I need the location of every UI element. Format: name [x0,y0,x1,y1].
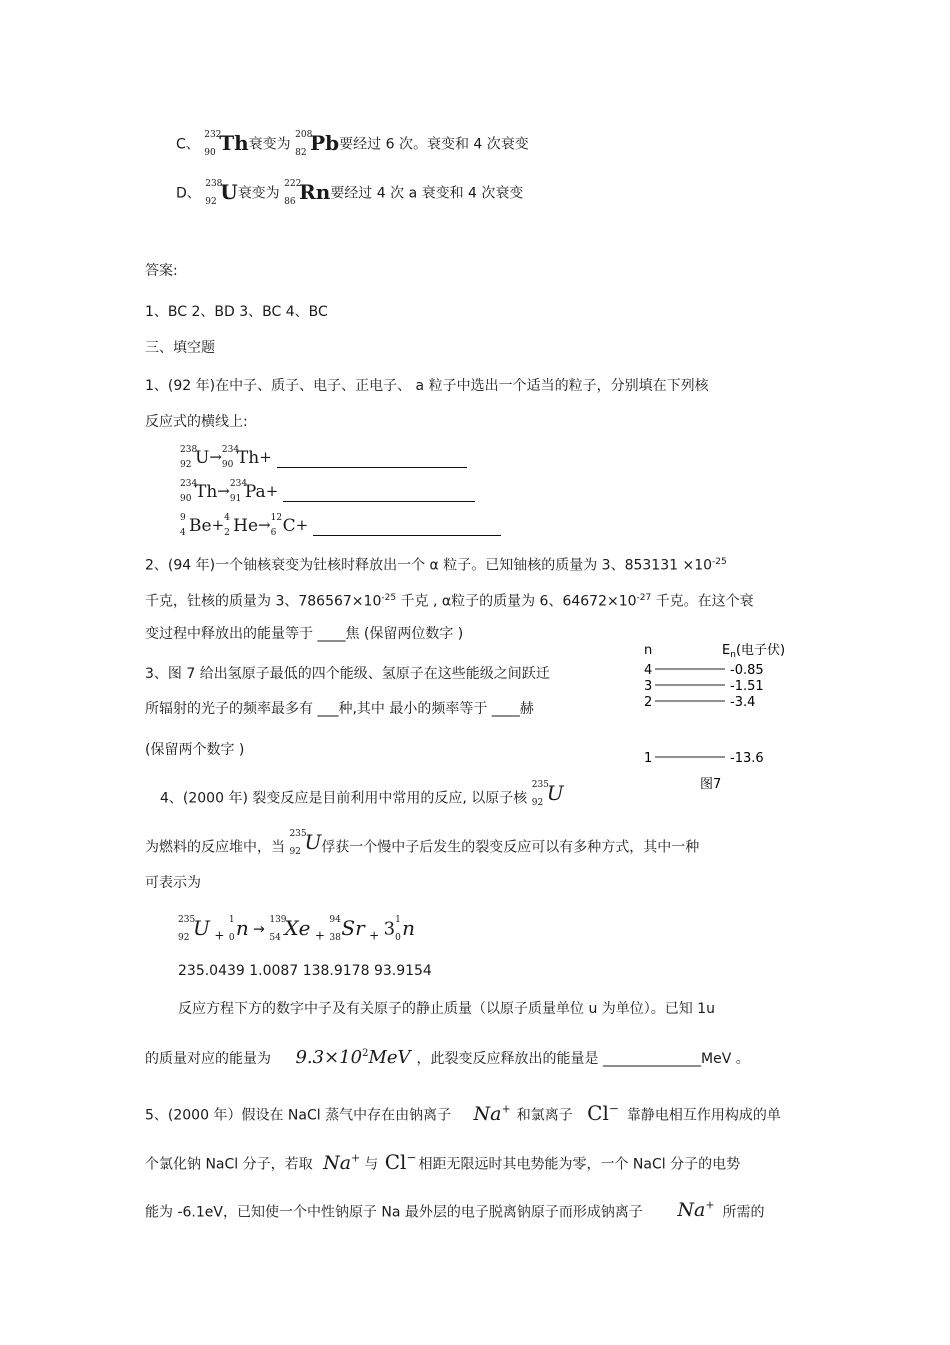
atomic-number: 54 [269,933,281,943]
element-symbol: n [235,916,249,940]
text: 要经过 6 次。衰变和 4 次衰变 [339,136,529,153]
section-heading: 三、填空题 [145,340,215,356]
atomic-number: 90 [180,494,192,504]
fission-equation [178,915,415,946]
ion-symbol: Cl [384,1149,407,1174]
mass-number: 222 [284,179,302,189]
element-symbol: Th [236,448,260,468]
rest-masses: 235.0439 1.0087 138.9178 93.9154 [178,963,432,979]
text: 所需的 [722,1204,765,1221]
coefficient: 3 [383,918,396,940]
nuclide-u235 [289,829,322,857]
q4-line2 [145,829,700,859]
column-n-label: n [644,643,653,658]
atomic-number: 86 [284,197,296,207]
option-label: C、 [176,136,200,153]
nuclide-pb208 [295,130,340,158]
level-energy-label: -13.6 [730,751,764,766]
nuclide [229,479,266,504]
element-symbol: U [546,781,564,805]
answer-blank-1[interactable] [277,447,467,468]
text: 千克 , α粒子的质量为 6、64672×10 [396,593,637,610]
atomic-number: 0 [395,933,401,943]
energy-mantissa: 9.3×10 [295,1047,363,1068]
exponent: -27 [636,593,652,603]
atomic-number: 92 [178,933,190,943]
q1-line1: 1、(92 年)在中子、质子、电子、正电子、 a 粒子中选出一个适当的粒子，分别填在下列核 [145,378,709,394]
atomic-number: 91 [229,494,242,504]
e-unit: (电子伏) [735,643,786,658]
plus-sign: + [211,516,225,534]
mass-number: 238 [205,179,223,189]
q4-line1 [160,780,564,810]
text: 能为 -6.1eV，已知使一个中性钠原子 Na 最外层的电子脱离钠原子而形成钠离子 [145,1204,643,1221]
ion-charge: − [608,1101,619,1115]
plus-sign: + [265,482,279,500]
mass-number: 235 [178,915,196,925]
text: 衰变为 [237,185,280,202]
element-symbol: U [193,916,210,940]
energy-levels [644,663,764,766]
mass-number: 232 [204,130,222,140]
nuclide [329,915,365,943]
answer-label: 答案: [145,263,178,279]
nuclide-u238 [205,179,238,207]
figure-caption: 图7 [700,777,722,792]
atomic-number: 0 [228,933,235,943]
level-n-label: 3 [644,679,653,694]
text: ，此裂变反应释放出的能量是 ______________MeV 。 [416,1051,750,1067]
mass-number: 94 [329,915,341,925]
text: 要经过 4 次 a 衰变和 4 次衰变 [330,185,524,202]
nuclide [180,513,212,538]
element-symbol: Rn [299,180,331,204]
q4-line6 [145,1044,750,1069]
q3-line2: 所辐射的光子的频率最多有 ___种,其中 最小的频率等于 ____赫 [145,701,534,717]
text: 个氯化钠 NaCl 分子，若取 [145,1156,313,1173]
ion-symbol: Na [677,1199,706,1222]
mass-number: 208 [295,130,313,140]
e-subscript: n [730,650,736,660]
element-symbol: Th [219,131,249,155]
nuclide [180,479,218,504]
exponent: -25 [712,557,727,567]
arrow: → [258,516,271,534]
text: 俘获一个慢中子后发生的裂变反应可以有多种方式，其中一种 [321,839,700,856]
ion-symbol: Na [473,1102,502,1125]
sodium-ion [323,1152,360,1174]
ion-symbol: Cl [587,1100,609,1125]
nuclide [395,915,415,943]
chloride-ion [587,1101,619,1125]
element-symbol: Sr [341,916,365,940]
ion-charge: + [705,1199,715,1212]
option-label: D、 [176,185,201,202]
atomic-number: 4 [180,528,186,538]
atomic-number: 92 [531,798,544,808]
text: 4、(2000 年) 裂变反应是目前利用中常用的反应, 以原子核 [160,790,528,807]
q3-line3: (保留两个数字 ) [145,742,245,758]
atomic-number: 38 [329,933,341,943]
element-symbol: Pb [310,131,340,155]
element-symbol: n [402,916,415,940]
mass-number: 4 [224,513,230,523]
option-c [176,130,529,158]
answer-blank-2[interactable] [283,481,475,502]
atomic-number: 92 [205,197,217,207]
atomic-number: 82 [295,148,307,158]
element-symbol: Th [195,482,218,502]
plus-sign: + [314,928,325,943]
answer-blank-3[interactable] [313,515,501,536]
element-symbol: He [233,516,259,536]
nuclide-u235 [531,780,564,808]
element-symbol: U [304,830,322,854]
atomic-number: 92 [180,460,192,470]
atomic-number: 90 [204,148,216,158]
energy-level-diagram [630,636,800,796]
ion-symbol: Na [323,1151,352,1174]
q1-equation-1 [180,447,467,468]
mass-number: 235 [289,829,307,839]
text: 千克，钍核的质量为 3、786567×10 [145,593,382,610]
plus-sign: + [369,928,380,943]
text: 5、(2000 年）假设在 NaCl 蒸气中存在由钠离子 [145,1107,452,1124]
element-symbol: C [282,516,296,536]
plus-sign: + [295,516,309,534]
level-n-label: 4 [644,663,653,678]
nuclide [228,915,249,943]
element-symbol: Xe [284,916,311,940]
mass-number: 1 [228,915,235,925]
text: 2、(94 年)一个铀核衰变为钍核时释放出一个 α 粒子。已知铀核的质量为 3、853131 ×10 [145,557,713,574]
level-energy-label: -1.51 [730,679,764,694]
element-symbol: Pa [244,482,266,502]
q5-line3 [145,1196,765,1222]
q4-line5: 反应方程下方的数字中子及有关原子的静止质量（以原子质量单位 u 为单位）。已知 1u [178,1001,716,1017]
nuclide [269,915,311,943]
mass-number: 1 [395,915,401,925]
ion-charge: + [501,1102,511,1116]
text: 靠静电相互作用构成的单 [626,1107,781,1124]
nuclide [224,513,259,538]
text: 为燃料的反应堆中，当 [145,839,285,856]
text: 衰变为 [248,136,291,153]
mass-number: 235 [531,780,549,790]
option-d [176,179,524,207]
q5-line2 [145,1147,740,1175]
q3-line1: 3、图 7 给出氢原子最低的四个能级、氢原子在这些能级之间跃迁 [145,666,550,682]
element-symbol: U [195,448,210,468]
element-symbol: U [220,180,238,204]
level-energy-label: -3.4 [730,695,756,710]
text: 与 [364,1156,379,1173]
mass-number: 12 [270,513,283,523]
exponent: -25 [381,593,397,603]
atomic-number: 6 [270,528,277,538]
mass-number: 234 [229,479,248,489]
mass-number: 139 [269,915,287,925]
nuclide-rn222 [284,179,331,207]
arrow: → [217,482,230,500]
element-symbol: Be [189,516,212,536]
q1-equation-3 [180,515,501,536]
nuclide [178,915,210,943]
sodium-ion [677,1199,714,1221]
q4-line3: 可表示为 [145,875,201,891]
arrow: → [253,921,265,938]
atomic-number: 90 [221,460,234,470]
level-energy-label: -0.85 [730,663,764,678]
ion-charge: + [351,1151,361,1165]
atomic-number: 2 [224,528,230,538]
mass-number: 234 [180,479,198,489]
text: 的质量对应的能量为 [145,1051,271,1067]
mass-number: 238 [180,445,198,455]
q5-line1 [145,1098,781,1126]
column-e-label [722,642,785,660]
q2-line1 [145,552,727,576]
q2-line3: 变过程中释放出的能量等于 ____焦 (保留两位数字 ) [145,626,464,642]
text: 和氯离子 [516,1107,573,1124]
chloride-ion [385,1150,417,1174]
nuclide [180,445,210,470]
plus-sign: + [214,928,225,943]
text: 相距无限远时其电势能为零，一个 NaCl 分子的电势 [418,1156,741,1173]
plus-sign: + [259,448,272,466]
nuclide-th232 [204,130,249,158]
q1-line2: 反应式的横线上: [145,414,248,430]
level-n-label: 2 [644,695,653,710]
q1-equation-2 [180,481,475,502]
level-n-label: 1 [644,751,653,766]
energy-unit: MeV [368,1047,411,1068]
ion-charge: − [406,1150,417,1164]
answer-list: 1、BC 2、BD 3、BC 4、BC [145,304,328,320]
mass-number: 234 [221,445,240,455]
arrow: → [209,448,222,466]
energy-value [295,1047,410,1068]
e-symbol: E [722,643,731,658]
atomic-number: 92 [289,847,301,857]
nuclide [221,445,260,470]
text: 千克。在这个衰 [651,593,754,610]
q2-line2 [145,588,754,612]
sodium-ion [474,1103,511,1125]
energy-exponent: 2 [362,1048,369,1059]
mass-number: 9 [180,513,186,523]
nuclide [270,513,296,538]
